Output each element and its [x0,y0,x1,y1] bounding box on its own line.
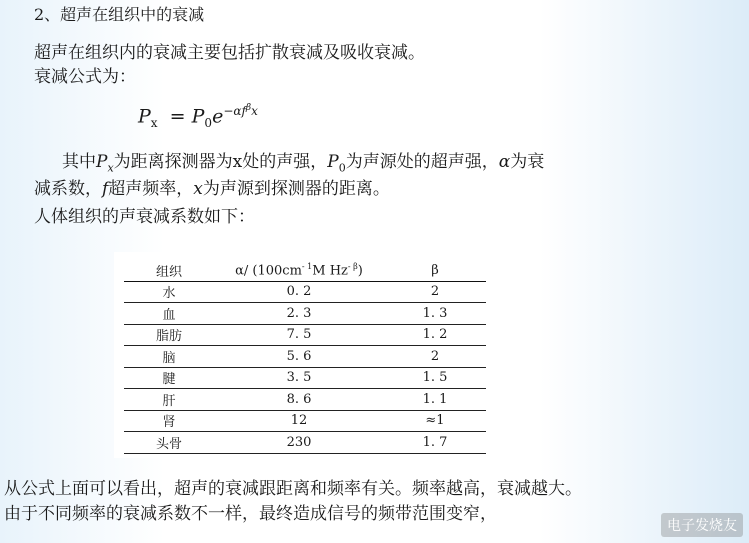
watermark-logo: 电子发烧友 [661,513,743,537]
cell-tissue: 脑 [124,346,214,368]
cell-tissue: 肝 [124,389,214,411]
table-row [124,346,486,368]
cell-tissue: 脂肪 [124,324,214,346]
formula-exponent: −αf [223,104,246,118]
table-row [124,432,486,454]
intro-text: 超声在组织内的衰减主要包括扩散衰减及吸收衰减。 [34,43,425,63]
formula-lhs: P [138,105,151,128]
table-row [124,389,486,411]
explanation-part: 为衰 [510,152,545,172]
cell-beta: 2 [384,281,486,303]
explanation-part: 超声频率， [108,179,194,199]
explanation-part: 为声源到探测器的距离。 [202,179,390,199]
cell-alpha: 7. 5 [214,324,384,346]
cell-beta: 1. 1 [384,389,486,411]
table-row [124,367,486,389]
var-alpha: α [498,152,511,172]
formula-rhs: P [191,105,205,128]
var-p0-sub: 0 [338,161,346,175]
formula-exponent-sup: β [245,103,252,113]
cell-tissue: 水 [124,281,214,303]
attenuation-formula [138,103,258,130]
formula-intro-text: 衰减公式为： [34,67,136,87]
var-x: x [193,179,203,199]
formula-exponent-tail: x [251,104,258,118]
cell-beta: 1. 3 [384,303,486,325]
attenuation-table [124,260,486,454]
formula-base: e [212,105,224,128]
explanation-part: 为距离探测器为x处的声强， [113,152,328,172]
explanation-part: 减系数， [34,179,102,199]
cell-alpha: 2. 3 [214,303,384,325]
var-p0: P [327,152,339,172]
formula-rhs-sub: 0 [204,116,213,131]
explanation-part: 为声源处的超声强， [345,152,499,172]
section-heading: 2、超声在组织中的衰减 [34,5,205,24]
cell-beta: ≈1 [384,410,486,432]
table-header-row [124,260,486,281]
cell-tissue: 血 [124,303,214,325]
cell-beta: 1. 2 [384,324,486,346]
explanation-line-2 [34,178,390,200]
header-tissue: 组织 [124,260,214,281]
cell-beta: 1. 5 [384,367,486,389]
var-px-sub: x [107,161,114,175]
conclusion-line-2: 由于不同频率的衰减系数不一样，最终造成信号的频带范围变窄， [4,504,497,524]
var-px: P [96,152,108,172]
header-beta: β [384,260,486,281]
table-row [124,410,486,432]
attenuation-table-image [114,252,490,458]
explanation-line-1 [62,151,544,179]
cell-beta: 1. 7 [384,432,486,454]
cell-alpha: 12 [214,410,384,432]
table-row [124,303,486,325]
header-alpha: α/ ($100cm^{- 1}M$ $Hz^{- \beta}$) [214,260,384,281]
var-f: f [102,179,109,199]
cell-beta: 2 [384,346,486,368]
conclusion-line-1: 从公式上面可以看出，超声的衰减跟距离和频率有关。频率越高，衰减越大。 [4,479,582,499]
cell-alpha: 8. 6 [214,389,384,411]
cell-alpha: 3. 5 [214,367,384,389]
formula-lhs-sub: x [150,116,158,131]
table-intro-text: 人体组织的声衰减系数如下： [34,207,255,227]
cell-tissue: 肾 [124,410,214,432]
cell-alpha: 0. 2 [214,281,384,303]
cell-alpha: 230 [214,432,384,454]
explanation-part: 其中 [62,152,96,172]
cell-alpha: 5. 6 [214,346,384,368]
formula-equals: = [163,105,192,128]
cell-tissue: 头骨 [124,432,214,454]
cell-tissue: 腱 [124,367,214,389]
table-row [124,281,486,303]
table-row [124,324,486,346]
